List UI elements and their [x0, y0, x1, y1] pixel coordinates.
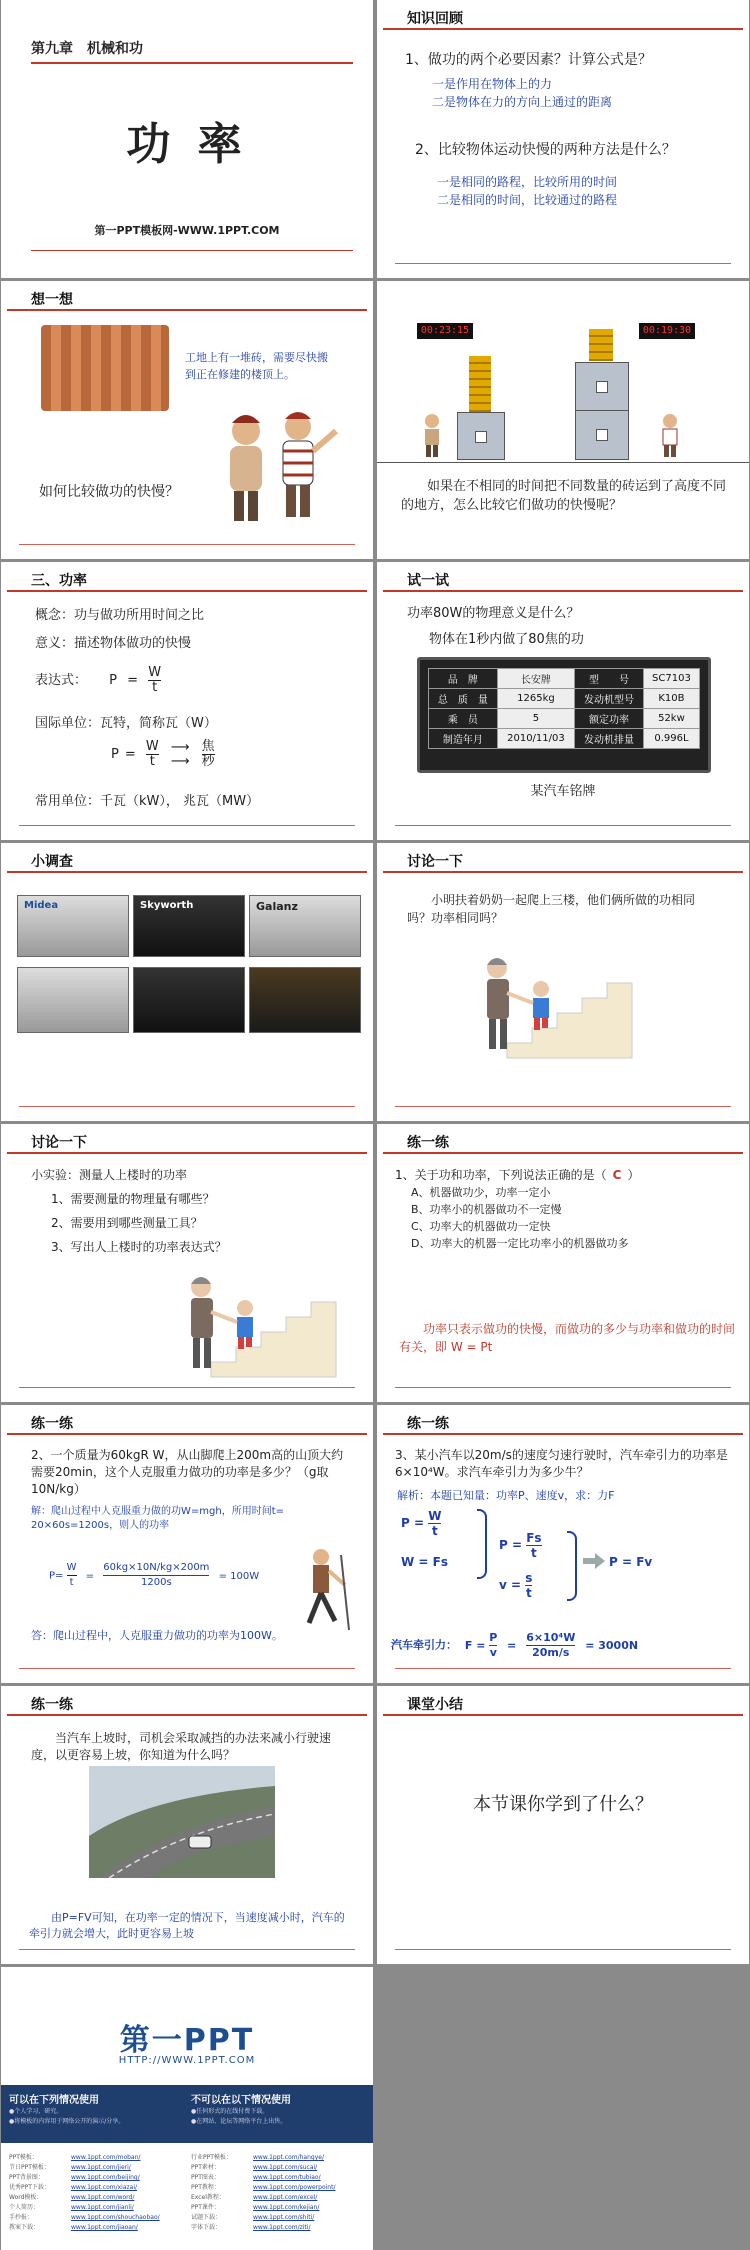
meaning-text: 意义：描述物体做功的快慢 — [35, 636, 192, 651]
blank-area — [377, 1967, 750, 2250]
slide-think — [1, 281, 373, 559]
option-a: A、机器做功少，功率一定小 — [411, 1186, 551, 1199]
fraction — [103, 1561, 209, 1590]
link-label: PPT课件： — [191, 2204, 220, 2211]
concept-text: 概念：功与做功所用时间之比 — [35, 608, 205, 623]
nameplate-cell: 品 牌 — [429, 669, 498, 689]
slide-header: 练一练 — [31, 1697, 73, 1713]
fraction — [526, 1531, 541, 1560]
link-url[interactable]: www.1ppt.com/hangye/ — [253, 2154, 324, 2161]
slide-header: 课堂小结 — [407, 1697, 463, 1713]
explanation: 功率只表示做功的快慢，而做功的多少与功率和做功的时间有关，即 W = Pt — [399, 1322, 736, 1354]
cannot-use-list — [191, 2107, 286, 2127]
nameplate-row — [429, 729, 700, 749]
nameplate-row — [429, 689, 700, 709]
slide-header: 练一练 — [407, 1135, 449, 1151]
link-url[interactable]: www.1ppt.com/jieri/ — [71, 2164, 131, 2171]
link-url[interactable]: www.1ppt.com/shouchaobao/ — [71, 2214, 160, 2221]
fraction — [428, 1509, 441, 1538]
option-c: C、功率大的机器做功一定快 — [411, 1220, 551, 1233]
divider — [31, 62, 353, 64]
link-row — [191, 2153, 369, 2163]
link-url[interactable]: www.1ppt.com/moban/ — [71, 2154, 141, 2161]
nameplate-photo — [133, 895, 245, 957]
link-label: 手抄报： — [9, 2214, 34, 2221]
link-label: 优秀PPT下载： — [9, 2184, 50, 2191]
car-nameplate — [417, 657, 711, 773]
nameplate-photo — [249, 967, 361, 1033]
link-label: PPT图表： — [191, 2174, 220, 2181]
slide-header: 三、功率 — [31, 573, 87, 589]
arrow-icon: ⟶ — [170, 753, 190, 769]
link-label: 个人简历： — [9, 2204, 40, 2211]
slide-survey — [1, 843, 373, 1121]
slide-credits — [1, 1967, 373, 2250]
fraction — [148, 666, 161, 695]
denominator: 20m/s — [532, 1646, 570, 1659]
nameplate-cell: 52kw — [643, 709, 699, 729]
link-row — [191, 2183, 369, 2193]
slide-header: 练一练 — [31, 1416, 73, 1432]
discussion-text: 小明扶着奶奶一起爬上三楼，他们俩所做的功相同吗？功率相同吗？ — [407, 893, 696, 925]
logo-url: HTTP://WWW.1PPT.COM — [118, 2055, 256, 2066]
nameplate-cell: 额定功率 — [575, 709, 644, 729]
brace — [477, 1509, 487, 1579]
building-high-bottom — [575, 410, 629, 460]
given: 解析：本题已知量：功率P、速度v，求：力F — [397, 1489, 615, 1502]
answer-1b: 二是物体在力的方向上通过的距离 — [432, 95, 613, 109]
denominator: t — [69, 1577, 74, 1588]
worker-icon — [417, 413, 447, 458]
building-low — [457, 412, 505, 460]
denominator: t — [431, 1524, 438, 1538]
usage-banner — [1, 2085, 373, 2143]
timer-right: 00:19:30 — [639, 323, 695, 339]
link-row — [191, 2223, 369, 2233]
brick-pile-photo — [41, 325, 169, 411]
links-right — [191, 2153, 369, 2233]
slide-header: 试一试 — [407, 573, 449, 589]
answer-2b: 二是相同的时间，比较通过的路程 — [437, 193, 618, 207]
link-row — [9, 2183, 187, 2193]
formula-4 — [499, 1571, 532, 1600]
formula-2: W = Fs — [401, 1555, 448, 1569]
option-b: B、功率小的机器做功不一定慢 — [411, 1203, 562, 1216]
formula-1 — [401, 1509, 441, 1538]
nameplate-cell: 2010/11/03 — [497, 729, 574, 749]
denominator: 1200s — [141, 1577, 172, 1588]
nameplate-cell: 长安牌 — [497, 669, 574, 689]
nameplate-cell: 发动机型号 — [575, 689, 644, 709]
link-row — [9, 2153, 187, 2163]
equals: = — [127, 673, 139, 688]
link-url[interactable]: www.1ppt.com/tubiao/ — [253, 2174, 321, 2181]
slide-header: 讨论一下 — [31, 1135, 87, 1151]
p-symbol: P — [111, 747, 119, 762]
slide-review — [377, 0, 749, 278]
brick-stack-large — [589, 329, 613, 361]
formula-3 — [499, 1531, 542, 1560]
answer-2a: 一是相同的路程，比较所用的时间 — [437, 175, 618, 189]
slide-header: 知识回顾 — [407, 11, 463, 27]
question-close: ） — [627, 1168, 640, 1182]
question: 如何比较做功的快慢？ — [39, 484, 179, 500]
nameplate-cell: SC7103 — [643, 669, 699, 689]
options — [411, 1184, 628, 1252]
nameplate-cell: 型 号 — [575, 669, 644, 689]
link-label: Excel教程： — [191, 2194, 225, 2201]
link-label: PPT模板： — [9, 2154, 38, 2161]
unit-formula — [111, 740, 215, 769]
link-label: PPT素材： — [191, 2164, 220, 2171]
p-equals: P= — [49, 1570, 64, 1582]
link-url[interactable]: www.1ppt.com/word/ — [71, 2194, 135, 2201]
can-use-list — [9, 2107, 124, 2127]
nameplate-cell: 发动机排量 — [575, 729, 644, 749]
question-text: 如果在不相同的时间把不同数量的砖运到了高度不同的地方，怎么比较它们做功的快慢呢？ — [401, 479, 727, 513]
item-2: 2、需要用到哪些测量工具？ — [51, 1216, 203, 1230]
logo-text: 第一PPT — [119, 2023, 255, 2058]
links-left — [9, 2153, 187, 2233]
expr-label: 表达式： — [35, 673, 88, 688]
answer-choice: C — [612, 1168, 622, 1182]
link-label: 试题下载： — [191, 2214, 222, 2221]
link-row — [191, 2203, 369, 2213]
question-text: 1、关于功和功率，下列说法正确的是（ — [395, 1168, 607, 1182]
question: 3、某小汽车以20m/s的速度匀速行驶时，汽车牵引力的功率是6×10⁴W。求汽车牵引力为多少牛？ — [395, 1448, 728, 1479]
equals: = — [85, 1570, 95, 1582]
numerator: W — [67, 1561, 77, 1576]
question — [395, 1166, 639, 1183]
unit-numerator: 焦 — [201, 739, 215, 754]
climber-icon — [291, 1545, 351, 1635]
nameplate-cell: 1265kg — [497, 689, 574, 709]
slide-practice-2 — [1, 1405, 373, 1683]
slide-title — [1, 0, 373, 278]
numerator: P — [489, 1631, 498, 1644]
link-row — [9, 2193, 187, 2203]
nameplate-cell: 0.996L — [643, 729, 699, 749]
link-row — [9, 2203, 187, 2213]
nameplate-photo — [17, 967, 129, 1033]
denominator: t — [149, 754, 155, 769]
nameplate-caption: 某汽车铭牌 — [530, 784, 596, 799]
fraction — [526, 1631, 575, 1660]
slide-title-text: 功 率 — [126, 119, 248, 170]
stairs-illustration — [467, 943, 642, 1063]
numerator: 6×10⁴W — [526, 1631, 576, 1644]
cannot-use-title: 不可以在以下情况使用 — [191, 2095, 291, 2106]
nameplate-cell: 总 质 量 — [429, 689, 498, 709]
brace — [567, 1531, 577, 1601]
expression — [35, 666, 161, 695]
f-equals: F = — [464, 1638, 486, 1652]
summary-text: 本节课你学到了什么？ — [473, 1794, 653, 1815]
calc-label: 汽车牵引力： — [391, 1638, 457, 1652]
answer: 答：爬山过程中，人克服重力做功的功率为100W。 — [31, 1629, 283, 1642]
denominator: t — [525, 1586, 532, 1600]
unit-text: 国际单位：瓦特，简称瓦（W） — [35, 716, 217, 731]
nameplate-photo — [249, 895, 361, 957]
chapter-label: 第九章 机械和功 — [31, 41, 143, 57]
divider — [377, 462, 749, 463]
link-row — [191, 2193, 369, 2203]
slide-header: 讨论一下 — [407, 854, 463, 870]
site-text: 第一PPT模板网-WWW.1PPT.COM — [94, 224, 280, 237]
p-equals: P = — [401, 1516, 425, 1530]
link-url[interactable]: www.1ppt.com/xiazai/ — [71, 2184, 138, 2191]
fraction — [525, 1571, 532, 1600]
answer: 由P=FV可知，在功率一定的情况下，当速度减小时，汽车的牵引力就会增大，此时更容易上坡 — [29, 1911, 345, 1940]
divider — [31, 250, 353, 251]
denominator: v — [489, 1646, 497, 1659]
can-use-title: 可以在下列情况使用 — [9, 2095, 99, 2106]
slide-power-definition — [1, 562, 373, 840]
link-label: 教案下载： — [9, 2224, 40, 2231]
link-url[interactable]: www.1ppt.com/shiti/ — [253, 2214, 315, 2221]
arrow-right-icon — [583, 1553, 605, 1569]
cannot-use-item: ●在网站、论坛等网络平台上出售。 — [191, 2118, 287, 2125]
arrow-icon: ⟶ — [170, 739, 190, 755]
link-row — [9, 2173, 187, 2183]
slide-discuss-1 — [377, 843, 749, 1121]
link-label: Word模板： — [9, 2194, 43, 2201]
cannot-use-item: ●任何形式的在线付费下载。 — [191, 2108, 269, 2115]
numerator: Fs — [526, 1531, 542, 1545]
slide-practice-1 — [377, 1124, 749, 1402]
unit-fraction — [202, 740, 215, 769]
link-label: PPT背景图： — [9, 2174, 44, 2181]
brick-stack-small — [469, 356, 491, 412]
numerator: W — [428, 1509, 442, 1523]
numerator: 60kg×10N/kg×200m — [103, 1561, 209, 1576]
brand-label: Galanz — [256, 900, 298, 913]
caption: 工地上有一堆砖，需要尽快搬到正在修建的楼顶上。 — [185, 351, 328, 381]
option-d: D、功率大的机器一定比功率小的机器做功多 — [411, 1237, 629, 1250]
slide-header: 想一想 — [31, 292, 73, 308]
answer-1a: 一是作用在物体上的力 — [432, 77, 553, 91]
link-url[interactable]: www.1ppt.com/jianli/ — [71, 2204, 134, 2211]
fraction — [489, 1631, 497, 1660]
result: = 100W — [218, 1570, 260, 1582]
link-url[interactable]: www.1ppt.com/excel/ — [253, 2194, 318, 2201]
link-label: 节日PPT模板： — [9, 2164, 50, 2171]
numerator: W — [145, 739, 159, 754]
arrows — [171, 741, 190, 769]
link-label: PPT教程： — [191, 2184, 220, 2191]
link-url[interactable]: www.1ppt.com/ziti/ — [253, 2224, 311, 2231]
item-3: 3、写出人上楼时的功率表达式？ — [51, 1240, 227, 1254]
unit-denominator: 秒 — [201, 754, 215, 769]
equals: = — [507, 1638, 517, 1652]
slide-practice-3 — [377, 1405, 749, 1683]
link-url[interactable]: www.1ppt.com/powerpoint/ — [253, 2184, 336, 2191]
link-url[interactable]: www.1ppt.com/jiaoan/ — [71, 2224, 138, 2231]
slide-header: 练一练 — [407, 1416, 449, 1432]
answer: 物体在1秒内做了80焦的功 — [429, 632, 584, 647]
link-url[interactable]: www.1ppt.com/sucai/ — [253, 2164, 318, 2171]
question: 2、一个质量为60kgR W，从山脚爬上200m高的山顶大约需要20min，这个人克服重力做功的功率是多少？（g取10N/kg） — [31, 1448, 344, 1496]
denominator: t — [531, 1546, 537, 1560]
stairs-illustration — [171, 1262, 346, 1382]
numerator: W — [148, 665, 162, 680]
can-use-item: ●个人学习、研究。 — [9, 2108, 63, 2115]
slide-discuss-2 — [1, 1124, 373, 1402]
fraction — [146, 740, 159, 769]
item-1: 1、需要测量的物理量有哪些？ — [51, 1192, 215, 1206]
nameplate-row — [429, 709, 700, 729]
nameplate-photo — [133, 967, 245, 1033]
nameplate-row — [429, 669, 700, 689]
link-label: 行业PPT模板： — [191, 2154, 232, 2161]
worker-icon — [655, 413, 685, 458]
solution: 解：爬山过程中人克服重力做的功W=mgh，所用时间t= 20×60s=1200s，则人的功率 — [31, 1506, 284, 1531]
intro-text: 小实验：测量人上楼时的功率 — [31, 1168, 188, 1182]
question: 当汽车上坡时，司机会采取减挡的办法来减小行驶速度，以更容易上坡，你知道为什么吗？ — [31, 1731, 332, 1762]
link-row — [191, 2173, 369, 2183]
hill-road-photo — [89, 1766, 275, 1878]
link-label: 字体下载： — [191, 2224, 222, 2231]
numerator: s — [525, 1571, 533, 1585]
brand-label: Midea — [24, 900, 59, 911]
link-row — [9, 2213, 187, 2223]
can-use-item: ●将模板的内容用于网络公开的演示/分享。 — [9, 2118, 125, 2125]
slide-try — [377, 562, 749, 840]
link-row — [9, 2163, 187, 2173]
v-equals: v = — [499, 1578, 522, 1592]
common-unit-text: 常用单位：千瓦（kW）， 兆瓦（MW） — [35, 794, 260, 809]
workers-icon — [206, 401, 346, 531]
result: = 3000N — [585, 1638, 639, 1652]
formula-5: P = Fv — [609, 1555, 653, 1569]
nameplate-cell: K10B — [643, 689, 699, 709]
question: 功率80W的物理意义是什么？ — [407, 606, 580, 621]
slide-summary — [377, 1686, 749, 1964]
nameplate-cell: 5 — [497, 709, 574, 729]
p-symbol: P — [109, 673, 117, 688]
nameplate-photo — [17, 895, 129, 957]
fraction — [67, 1561, 77, 1590]
link-row — [191, 2213, 369, 2223]
nameplate-table — [428, 668, 700, 749]
slide-header: 小调查 — [31, 854, 73, 870]
timer-left: 00:23:15 — [417, 323, 473, 339]
p-equals: P = — [499, 1538, 523, 1552]
brand-label: Skyworth — [140, 900, 194, 911]
power-calc — [49, 1561, 259, 1590]
link-row — [9, 2223, 187, 2233]
nameplate-cell: 制造年月 — [429, 729, 498, 749]
question-1: 1、做功的两个必要因素？计算公式是？ — [405, 52, 652, 68]
question-2: 2、比较物体运动快慢的两种方法是什么？ — [415, 142, 676, 158]
building-high-top — [575, 362, 629, 412]
slide-compare — [377, 281, 749, 559]
equals: = — [124, 747, 136, 762]
denominator: t — [152, 680, 158, 695]
link-url[interactable]: www.1ppt.com/beijing/ — [71, 2174, 140, 2181]
slide-practice-4 — [1, 1686, 373, 1964]
link-url[interactable]: www.1ppt.com/kejian/ — [253, 2204, 320, 2211]
traction-calc — [391, 1631, 638, 1660]
link-row — [191, 2163, 369, 2173]
nameplate-cell: 乘 员 — [429, 709, 498, 729]
